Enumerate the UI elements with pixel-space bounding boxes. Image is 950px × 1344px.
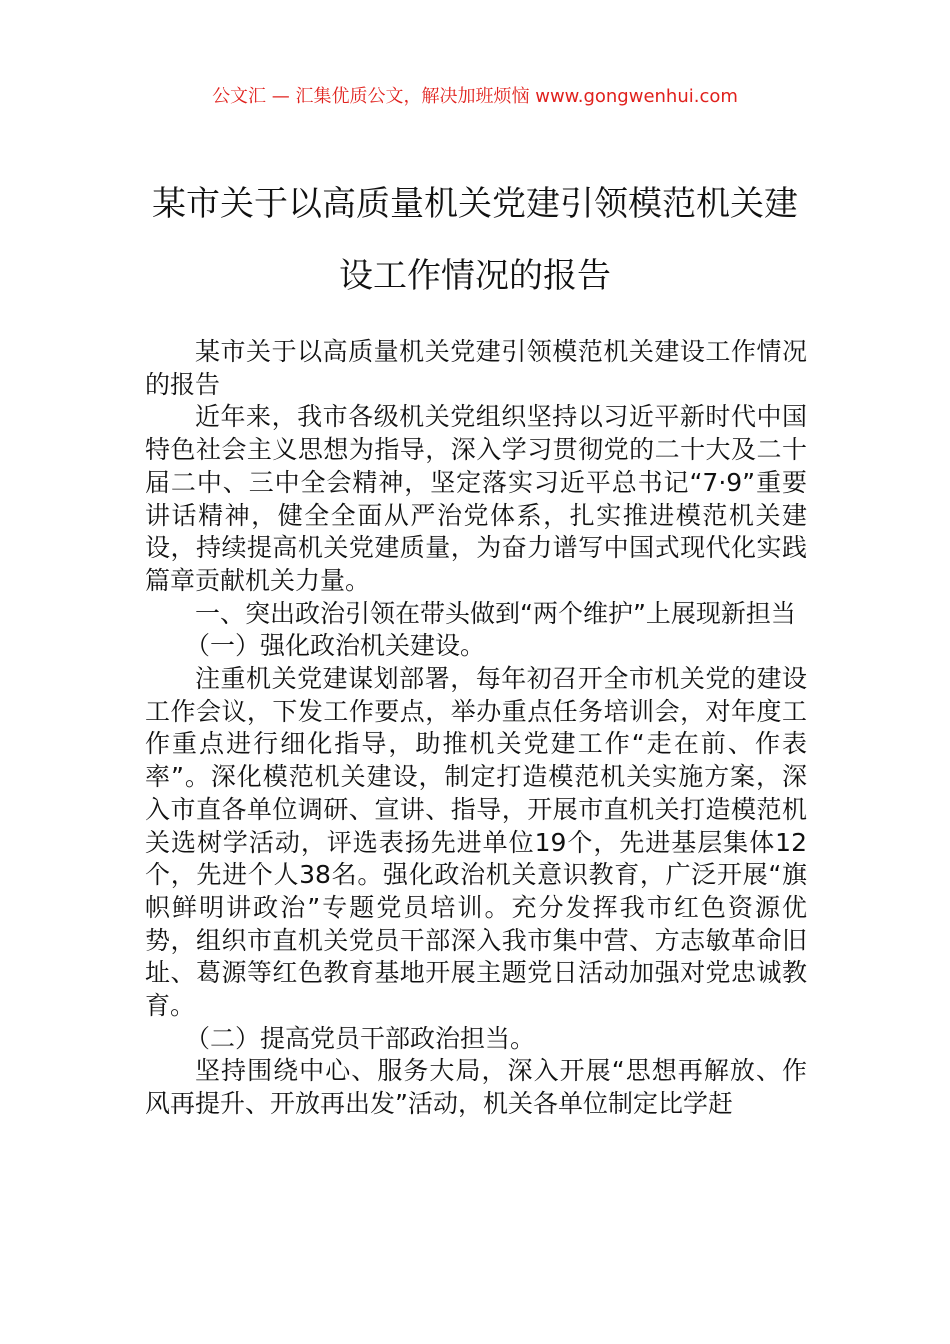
subsection-heading-1: （一）强化政治机关建设。 xyxy=(185,631,486,661)
paragraph-body-2: 坚持围绕中心、服务大局，深入开展“思想再解放、作风再提升、开放再出发”活动，机关各单位制定比学赶 xyxy=(145,1056,807,1119)
paragraph-heading-repeat: 某市关于以高质量机关党建引领模范机关建设工作情况的报告 xyxy=(145,337,807,399)
document-body xyxy=(145,336,807,1121)
section-heading-1: 一、突出政治引领在带头做到“两个维护”上展现新担当 xyxy=(195,598,796,628)
subsection-heading-2: （二）提高党员干部政治担当。 xyxy=(185,1023,536,1053)
paragraph-intro: 近年来，我市各级机关党组织坚持以习近平新时代中国特色社会主义思想为指导，深入学习贯彻党的二十大及二十届二中、三中全会精神，坚定落实习近平总书记“7·9”重要讲话精神，健全全面从严治党体系，扎实推进模范机关建设，持续提高机关党建质量，为奋力谱写中国式现代化实践篇章贡献机关力量。 xyxy=(145,402,807,595)
header-banner: 公文汇 — 汇集优质公文，解决加班烦恼 www.gongwenhui.com xyxy=(212,86,738,107)
document-title: 某市关于以高质量机关党建引领模范机关建设工作情况的报告 xyxy=(152,184,798,296)
paragraph-body-1: 注重机关党建谋划部署，每年初召开全市机关党的建设工作会议，下发工作要点，举办重点任务培训会，对年度工作重点进行细化指导，助推机关党建工作“走在前、作表率”。深化模范机关建设，制定打造模范机关实施方案，深入市直各单位调研、宣讲、指导，开展市直机关打造模范机关选树学活动，评选表扬先进单位19个，先进基层集体12个，先进个人38名。强化政治机关意识教育，广泛开展“旗帜鲜明讲政治”专题党员培训。充分发挥我市红色资源优势，组织市直机关党员干部深入我市集中营、方志敏革命旧址、葛源等红色教育基地开展主题党日活动加强对党忠诚教育。 xyxy=(145,664,807,1021)
